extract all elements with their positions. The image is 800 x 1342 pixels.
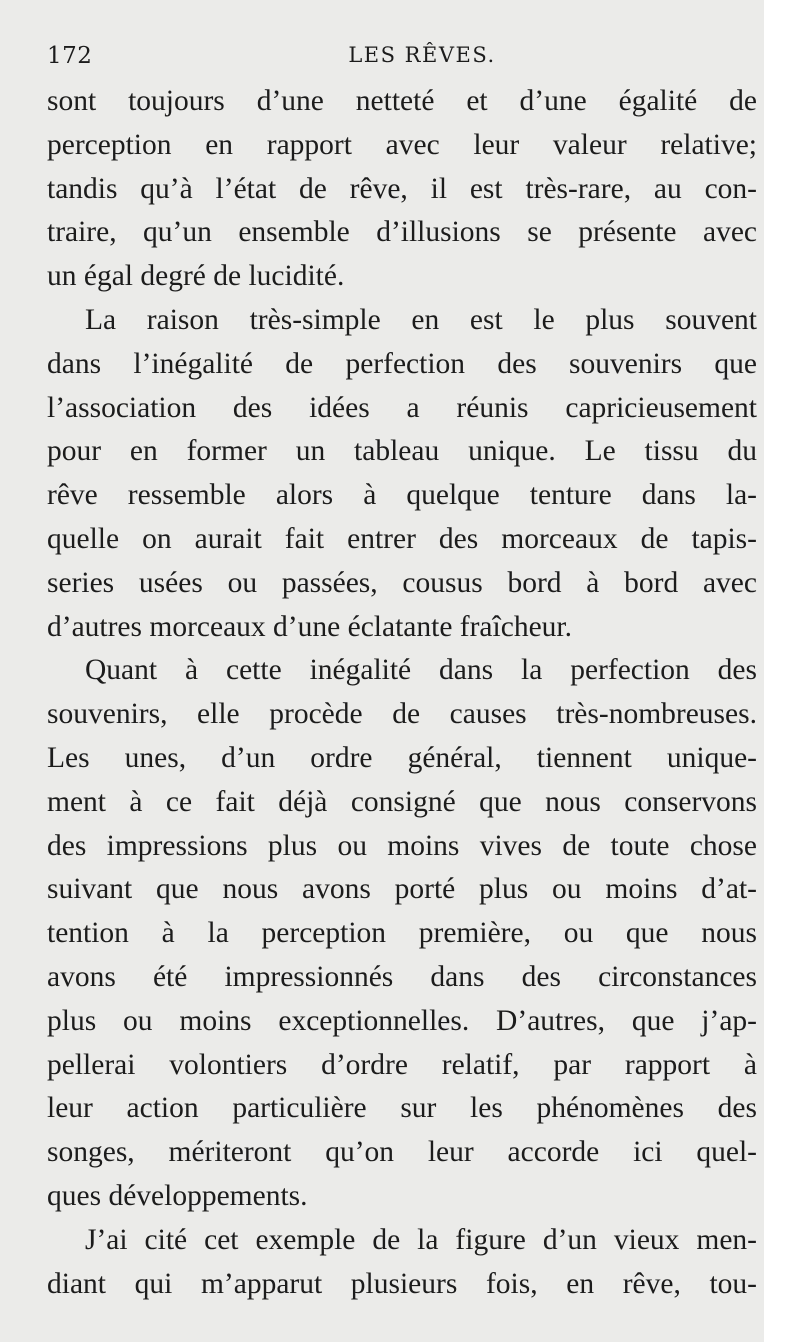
text-line: plus ou moins exceptionnelles. D’autres, que j’ap- [47,1004,757,1037]
text-line: perception en rapport avec leur valeur relative; [47,128,757,161]
text-line: songes, mériteront qu’on leur accorde ici quel- [47,1136,757,1169]
text-line: tention à la perception première, ou que nous [47,917,757,950]
text-line: leur action particulière sur les phénomènes des [47,1092,757,1125]
text-line: pellerai volontiers d’ordre relatif, par rapport à [47,1048,757,1081]
text-line: rêve ressemble alors à quelque tenture dans la- [47,479,757,512]
text-line: J’ai cité cet exemple de la figure d’un vieux men- [85,1223,757,1256]
running-title: LES RÊVES. [348,43,496,67]
text-line: Les unes, d’un ordre général, tiennent unique- [47,741,757,774]
text-line: des impressions plus ou moins vives de toute chose [47,829,757,862]
page-number: 172 [47,43,93,69]
text-line: diant qui m’apparut plusieurs fois, en rêve, tou- [47,1267,757,1300]
text-line: tandis qu’à l’état de rêve, il est très-rare, au con- [47,172,757,205]
text-line: ques développements. [47,1179,308,1212]
text-line: d’autres morceaux d’une éclatante fraîcheur. [47,610,572,643]
text-line: un égal degré de lucidité. [47,260,345,293]
text-line: pour en former un tableau unique. Le tissu du [47,435,757,468]
text-line: La raison très-simple en est le plus souvent [85,303,757,336]
text-line: l’association des idées a réunis capricieusement [47,391,757,424]
text-line: dans l’inégalité de perfection des souvenirs que [47,347,757,380]
text-line: sont toujours d’une netteté et d’une égalité de [47,85,757,117]
page-header [47,41,757,81]
page-edge [764,0,782,1342]
text-line: suivant que nous avons porté plus ou moins d’at- [47,873,757,906]
text-line: series usées ou passées, cousus bord à bord avec [47,566,757,599]
text-line: quelle on aurait fait entrer des morceaux de tapis- [47,522,757,555]
text-line: avons été impressionnés dans des circonstances [47,960,757,993]
body-text [47,80,757,1306]
text-line: ment à ce fait déjà consigné que nous conservons [47,785,757,818]
text-line: Quant à cette inégalité dans la perfection des [85,654,757,687]
text-line: traire, qu’un ensemble d’illusions se présente avec [47,216,757,249]
text-line: souvenirs, elle procède de causes très-nombreuses. [47,698,757,731]
